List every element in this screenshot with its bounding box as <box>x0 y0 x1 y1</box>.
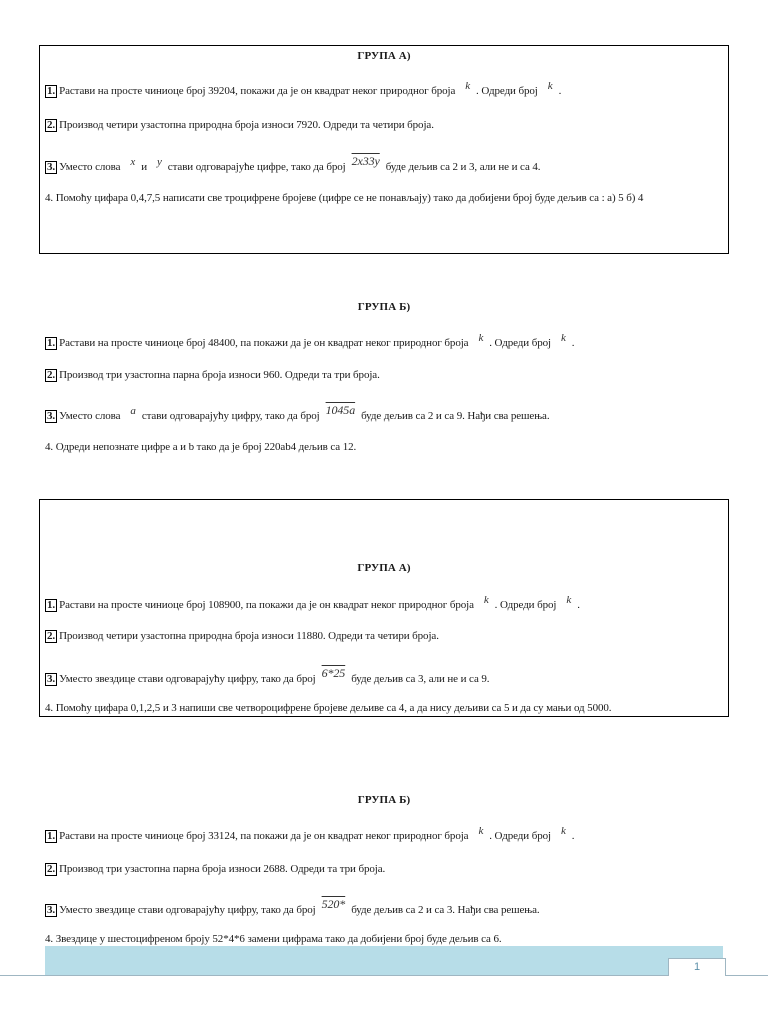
task-number: 1. <box>47 830 56 842</box>
task-text: . <box>577 599 580 611</box>
task-3 <box>45 666 490 686</box>
task-text: Уместо звездице стави одговарајућу цифру, тако да број <box>59 673 316 685</box>
math-variable: k <box>483 594 489 606</box>
task-number: 2. <box>47 369 56 381</box>
math-variable: k <box>478 332 484 344</box>
task-1 <box>45 332 575 350</box>
task-text: стави одговарајућу цифру, тако да број <box>141 410 320 422</box>
task-2 <box>45 862 385 876</box>
task-text: Растави на просте чиниоце број 33124, па покажи да је он квадрат неког природног броја <box>59 830 469 842</box>
task-number: 2. <box>47 863 56 875</box>
task-3 <box>45 403 550 423</box>
task-text: и <box>141 161 147 173</box>
overlined-number: 2x33y <box>351 154 380 168</box>
task-text: Производ четири узастопна природна броја износи 11880. Одреди та четири броја. <box>59 630 439 642</box>
task-text: буде дељив са 2 и 3, али не и са 4. <box>385 161 541 173</box>
task-4: 4. Помоћу цифара 0,1,2,5 и 3 напиши све четвороцифрене бројеве дељиве са 4, а да нису дељиви са 5 и да су мањи од 5000. <box>45 702 612 714</box>
task-text: Растави на просте чиниоце број 108900, па покажи да је он квадрат неког природног броја <box>59 599 474 611</box>
task-text: стави одговарајуће цифре, тако да број <box>167 161 346 173</box>
task-number: 2. <box>47 630 56 642</box>
task-3 <box>45 154 541 174</box>
task-1 <box>45 594 580 612</box>
group-title: ГРУПА Б) <box>357 794 411 806</box>
task-text: Уместо слова <box>59 161 121 173</box>
task-text: . Одреди број <box>489 337 551 349</box>
task-text: . <box>558 85 562 97</box>
task-text: Производ три узастопна парна броја износи 2688. Одреди та три броја. <box>59 863 386 875</box>
overlined-number: 6*25 <box>321 666 346 680</box>
math-variable: k <box>560 825 566 837</box>
task-text: Растави на просте чиниоце број 39204, покажи да је он квадрат неког природног броја <box>59 85 456 97</box>
task-text: . Одреди број <box>489 830 551 842</box>
overlined-number: 520* <box>321 897 346 911</box>
task-number: 1. <box>47 337 56 349</box>
task-4: 4. Звездице у шестоцифреном броју 52*4*6 замени цифрама тако да добијени број буде дељив са 6. <box>45 933 502 945</box>
math-variable: k <box>478 825 484 837</box>
math-variable: k <box>560 332 566 344</box>
task-number: 3. <box>47 410 56 422</box>
task-text: Производ три узастопна парна броја износи 960. Одреди та три броја. <box>59 369 380 381</box>
math-variable: x <box>130 156 136 168</box>
task-text: Производ четири узастопна природна броја износи 7920. Одреди та четири броја. <box>59 119 434 131</box>
task-text: Растави на просте чиниоце број 48400, па покажи да је он квадрат неког природног броја <box>59 337 469 349</box>
footer-divider <box>0 975 768 976</box>
task-number: 3. <box>47 673 56 685</box>
task-text: буде дељив са 2 и са 9. Нађи сва решења. <box>361 410 550 422</box>
task-2 <box>45 629 439 643</box>
task-number: 3. <box>47 161 56 173</box>
math-variable: y <box>157 156 162 168</box>
task-text: Уместо звездице стави одговарајућу цифру, тако да број <box>59 904 316 916</box>
task-2 <box>45 368 380 382</box>
task-4: 4. Одреди непознате цифре a и b тако да је број 220ab4 дељив са 12. <box>45 441 357 453</box>
task-number: 1. <box>47 85 56 97</box>
task-text: . <box>571 830 575 842</box>
task-text: . Одреди број <box>494 599 557 611</box>
task-text: . Одреди број <box>476 85 538 97</box>
task-text: буде дељив са 3, али не и са 9. <box>351 673 490 685</box>
task-text: . <box>571 337 575 349</box>
math-variable: a <box>130 405 136 417</box>
group-a-box-1 <box>39 45 729 254</box>
task-number: 1. <box>47 599 56 611</box>
task-4: 4. Помоћу цифара 0,4,7,5 написати све троцифрене бројеве (цифре се не понављају) тако да добијени број буде дељив са : а) 5 б) 4 <box>45 192 644 204</box>
group-title: ГРУПА А) <box>357 50 411 62</box>
task-3 <box>45 897 540 917</box>
page-number: 1 <box>693 961 701 973</box>
task-number: 2. <box>47 119 56 131</box>
group-title: ГРУПА Б) <box>357 301 411 313</box>
math-variable: k <box>465 80 471 92</box>
task-text: Уместо слова <box>59 410 121 422</box>
group-title: ГРУПА А) <box>357 562 411 574</box>
math-variable: k <box>566 594 572 606</box>
task-1 <box>45 825 575 843</box>
overlined-number: 1045a <box>325 403 356 417</box>
task-text: буде дељив са 2 и са 3. Нађи сва решења. <box>351 904 540 916</box>
math-variable: k <box>547 80 553 92</box>
footer-bar <box>45 946 723 976</box>
task-2 <box>45 118 434 132</box>
task-1 <box>45 80 562 98</box>
task-number: 3. <box>47 904 56 916</box>
